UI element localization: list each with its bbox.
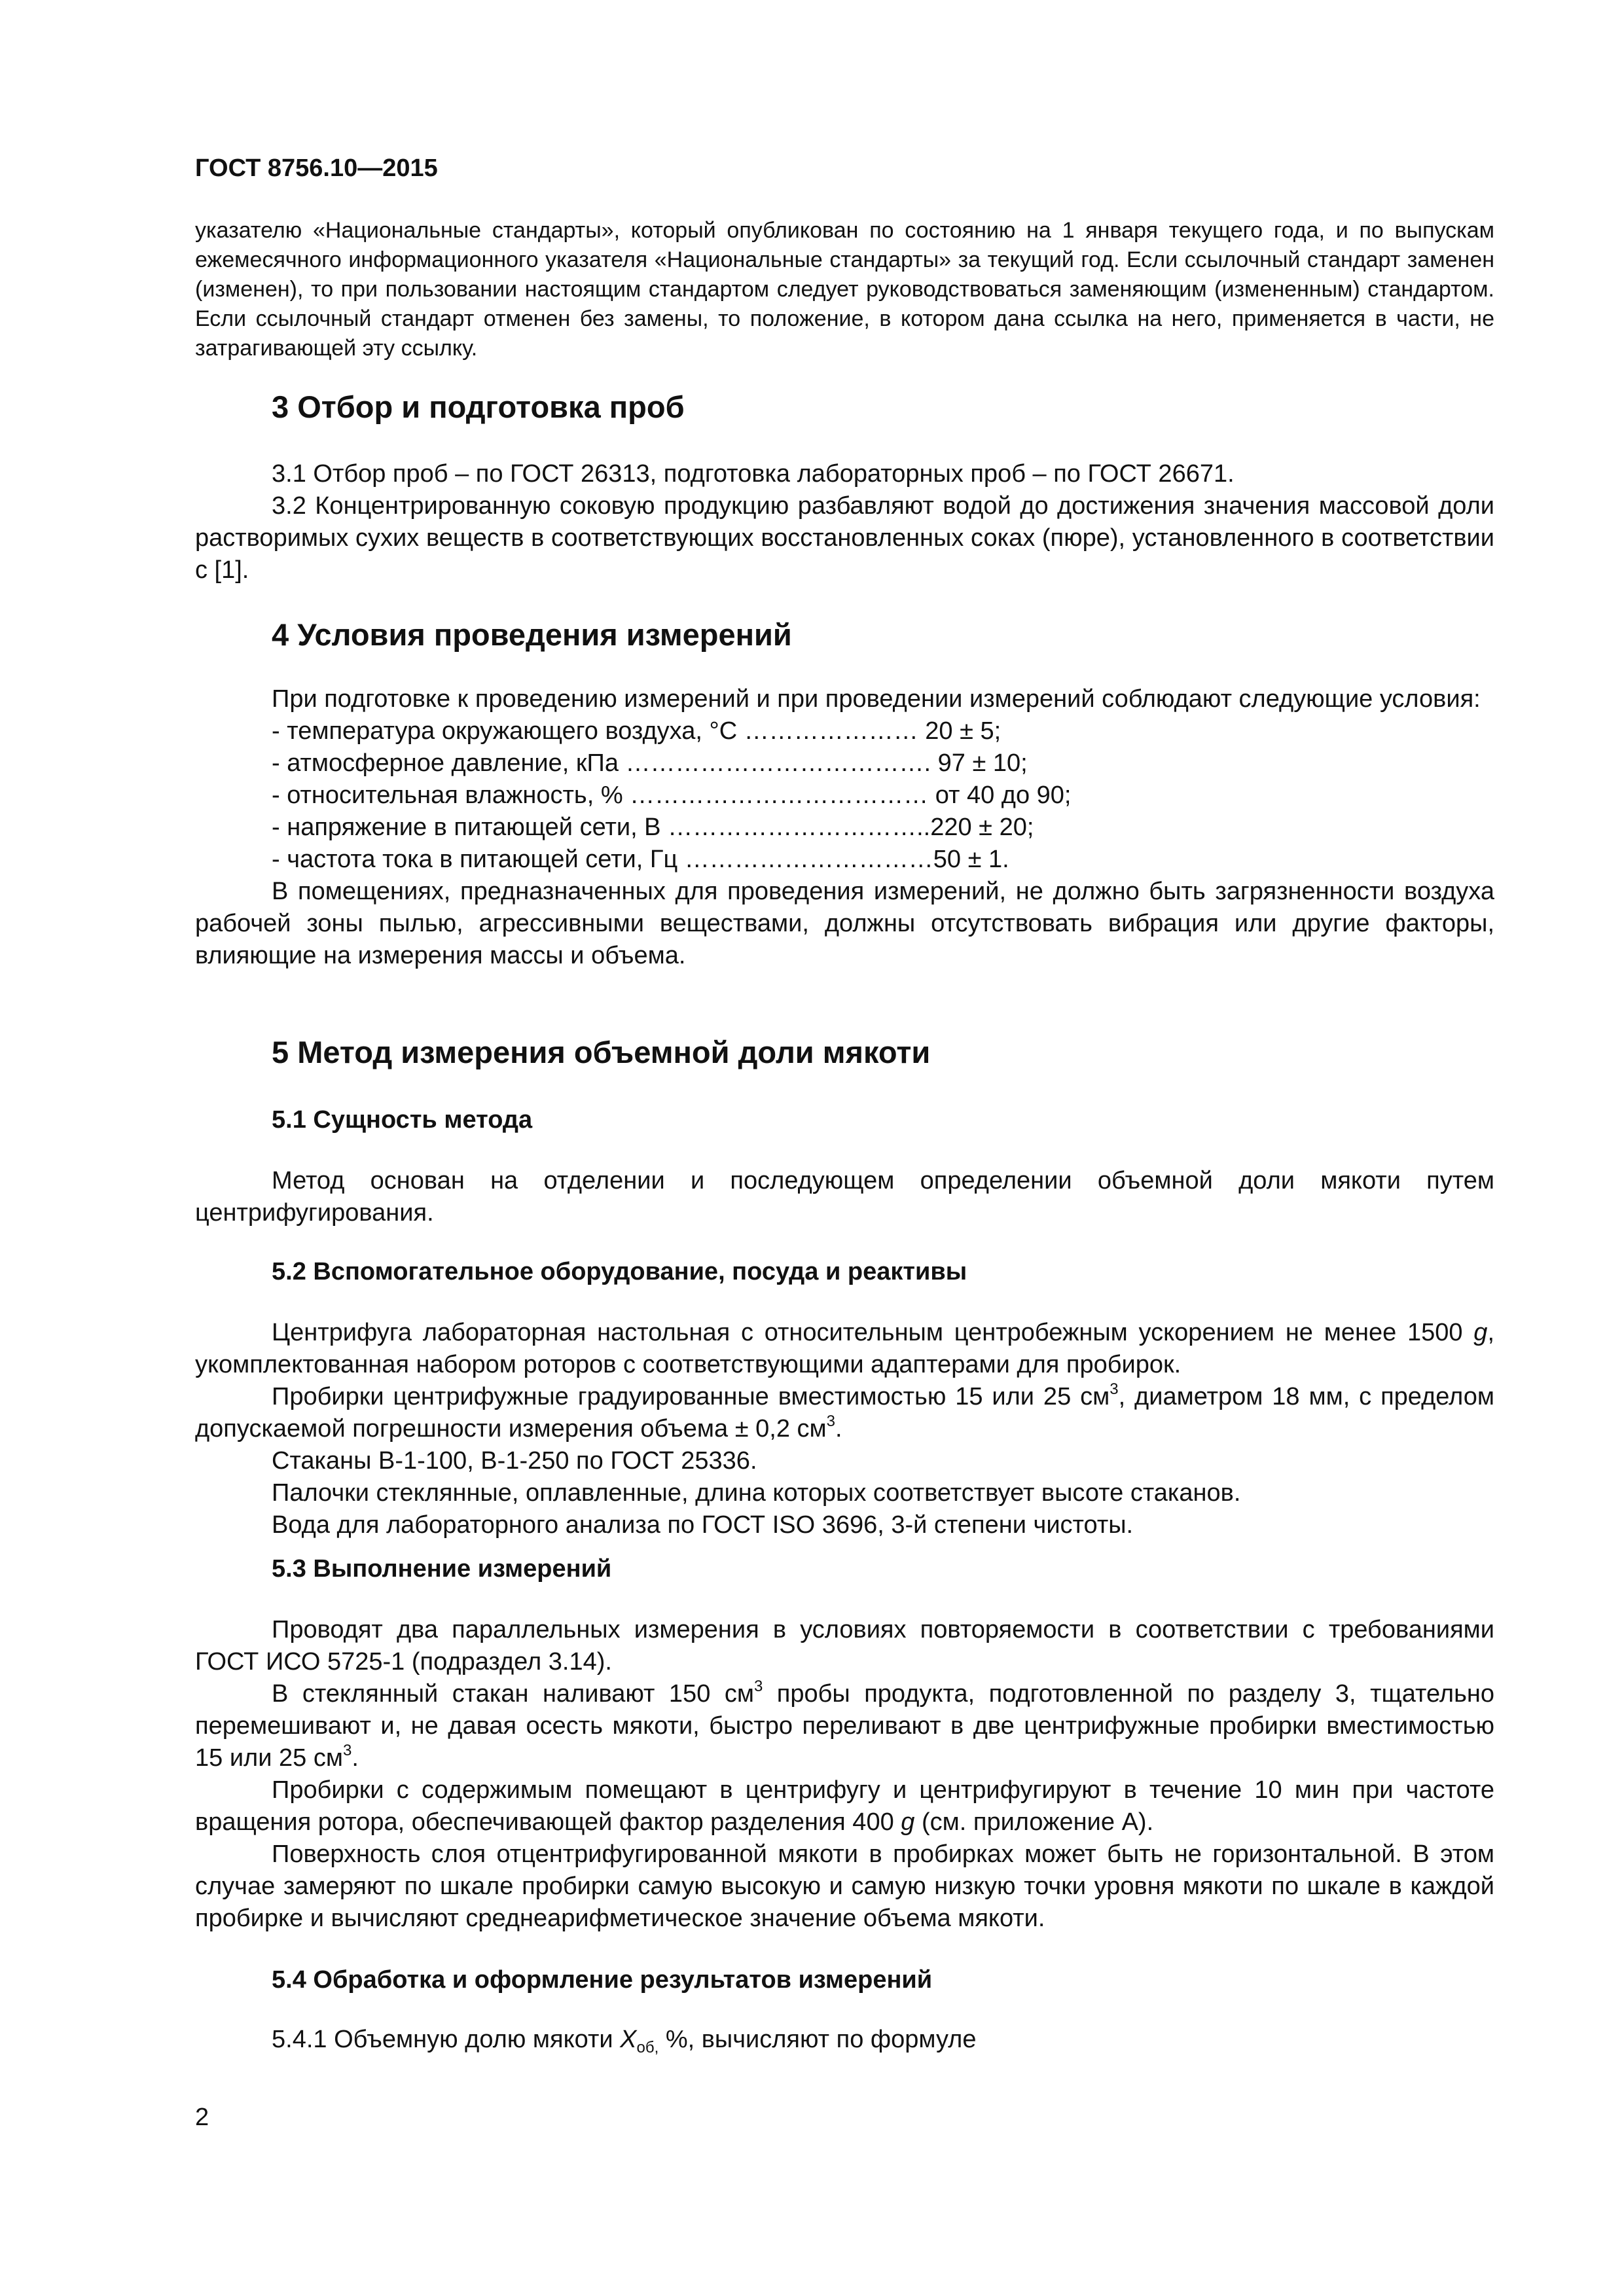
paragraph-5-2-water: Вода для лабораторного анализа по ГОСТ ISO 3696, 3-й степени чистоты. [272, 1511, 1134, 1539]
subsection-5-2-body [195, 1317, 1494, 1541]
subsection-5-4-body [195, 2024, 1494, 2056]
section-3-title: 3 Отбор и подготовка проб [272, 389, 685, 424]
subsection-5-3-body [195, 1614, 1494, 1935]
condition-item: - атмосферное давление, кПа ………………………………. 97 ± 10; [272, 749, 1028, 777]
condition-item: - относительная влажность, % ……………………………… от 40 до 90; [272, 781, 1072, 809]
paragraph-5-2-beakers: Стаканы В-1-100, В-1-250 по ГОСТ 25336. [272, 1447, 757, 1475]
subsection-5-2-title: 5.2 Вспомогательное оборудование, посуда и реактивы [272, 1258, 967, 1285]
paragraph-3-2: 3.2 Концентрированную соковую продукцию разбавляют водой до достижения значения массовой доли растворимых сухих веществ в соответствующих восстановленных соках (пюре), установленного в соответствии с [1]. [195, 492, 1494, 584]
section-3-body [195, 458, 1494, 586]
intro-text: указателю «Национальные стандарты», который опубликован по состоянию на 1 января текущего года, и по выпускам ежемесячного информационного указателя «Национальные стандарты» за текущий год. Если ссылочный стандарт заменен (изменен), то при пользовании настоящим стандартом следует руководствоваться заменяющим (измененным) стандартом. Если ссылочный стандарт отменен без замены, то положение, в котором дана ссылка на него, применяется в части, не затрагивающей эту ссылку. [195, 218, 1494, 361]
subsection-5-4-title: 5.4 Обработка и оформление результатов измерений [272, 1966, 933, 1994]
section-4-intro: При подготовке к проведению измерений и при проведении измерений соблюдают следующие условия: [272, 685, 1481, 713]
paragraph-5-3-surface: Поверхность слоя отцентрифугированной мякоти в пробирках может быть не горизонтальной. В этом случае замеряют по шкале пробирки самую высокую и самую низкую точки уровня мякоти по шкале в каждой пробирке и вычисляют среднеарифметическое значение объема мякоти. [195, 1840, 1494, 1932]
subsection-5-3-title: 5.3 Выполнение измерений [272, 1555, 612, 1583]
condition-item: - напряжение в питающей сети, В …………………………..220 ± 20; [272, 814, 1034, 841]
subsection-5-1-title: 5.1 Сущность метода [272, 1106, 533, 1134]
intro-paragraph [195, 216, 1494, 363]
paragraph-5-4-1: 5.4.1 Объемную долю мякоти $X_{об,}$ %, вычисляют по формуле [272, 2026, 977, 2056]
paragraph-5-2-tubes: Пробирки центрифужные градуированные вместимостью 15 или 25 $см^3$, диаметром 18 мм, с пределом допускаемой погрешности измерения объема ± 0,2 $см^3$. [195, 1380, 1494, 1443]
section-4-body [195, 683, 1494, 972]
section-4-note: В помещениях, предназначенных для проведения измерений, не должно быть загрязненности воздуха рабочей зоны пылью, агрессивными веществами, должны отсутствовать вибрация или другие факторы, влияющие на измерения массы и объема. [195, 878, 1494, 969]
document-code: ГОСТ 8756.10—2015 [195, 154, 438, 182]
paragraph-3-1: 3.1 Отбор проб – по ГОСТ 26313, подготовка лабораторных проб – по ГОСТ 26671. [272, 460, 1235, 488]
section-5-title: 5 Метод измерения объемной доли мякоти [272, 1035, 931, 1069]
paragraph-5-3-pour: В стеклянный стакан наливают 150 $см^3$ пробы продукта, подготовленной по разделу 3, тщательно перемешивают и, не давая осесть мякоти, быстро переливают в две центрифужные пробирки вместимостью 15 или 25 $см^3$. [195, 1677, 1494, 1772]
paragraph-5-3-centrifuge: Пробирки с содержимым помещают в центрифугу и центрифугируют в течение 10 мин при частоте вращения ротора, обеспечивающей фактор разделения 400 g (см. приложение А). [195, 1776, 1494, 1836]
page-number: 2 [195, 2104, 209, 2131]
section-4-title: 4 Условия проведения измерений [272, 617, 792, 652]
condition-item: - температура окружающего воздуха, °С ………………… 20 ± 5; [272, 717, 1001, 745]
paragraph-5-2-rods: Палочки стеклянные, оплавленные, длина которых соответствует высоте стаканов. [272, 1479, 1241, 1507]
paragraph-5-3-parallel: Проводят два параллельных измерения в условиях повторяемости в соответствии с требованиями ГОСТ ИСО 5725-1 (подраздел 3.14). [195, 1616, 1494, 1676]
condition-item: - частота тока в питающей сети, Гц …………………………50 ± 1. [272, 846, 1009, 873]
paragraph-5-2-centrifuge: Центрифуга лабораторная настольная с относительным центробежным ускорением не менее 1500 g, укомплектованная набором роторов с соответствующими адаптерами для пробирок. [195, 1319, 1494, 1378]
subsection-5-1-body [195, 1165, 1494, 1229]
paragraph-5-1: Метод основан на отделении и последующем определении объемной доли мякоти путем центрифугирования. [195, 1167, 1494, 1227]
